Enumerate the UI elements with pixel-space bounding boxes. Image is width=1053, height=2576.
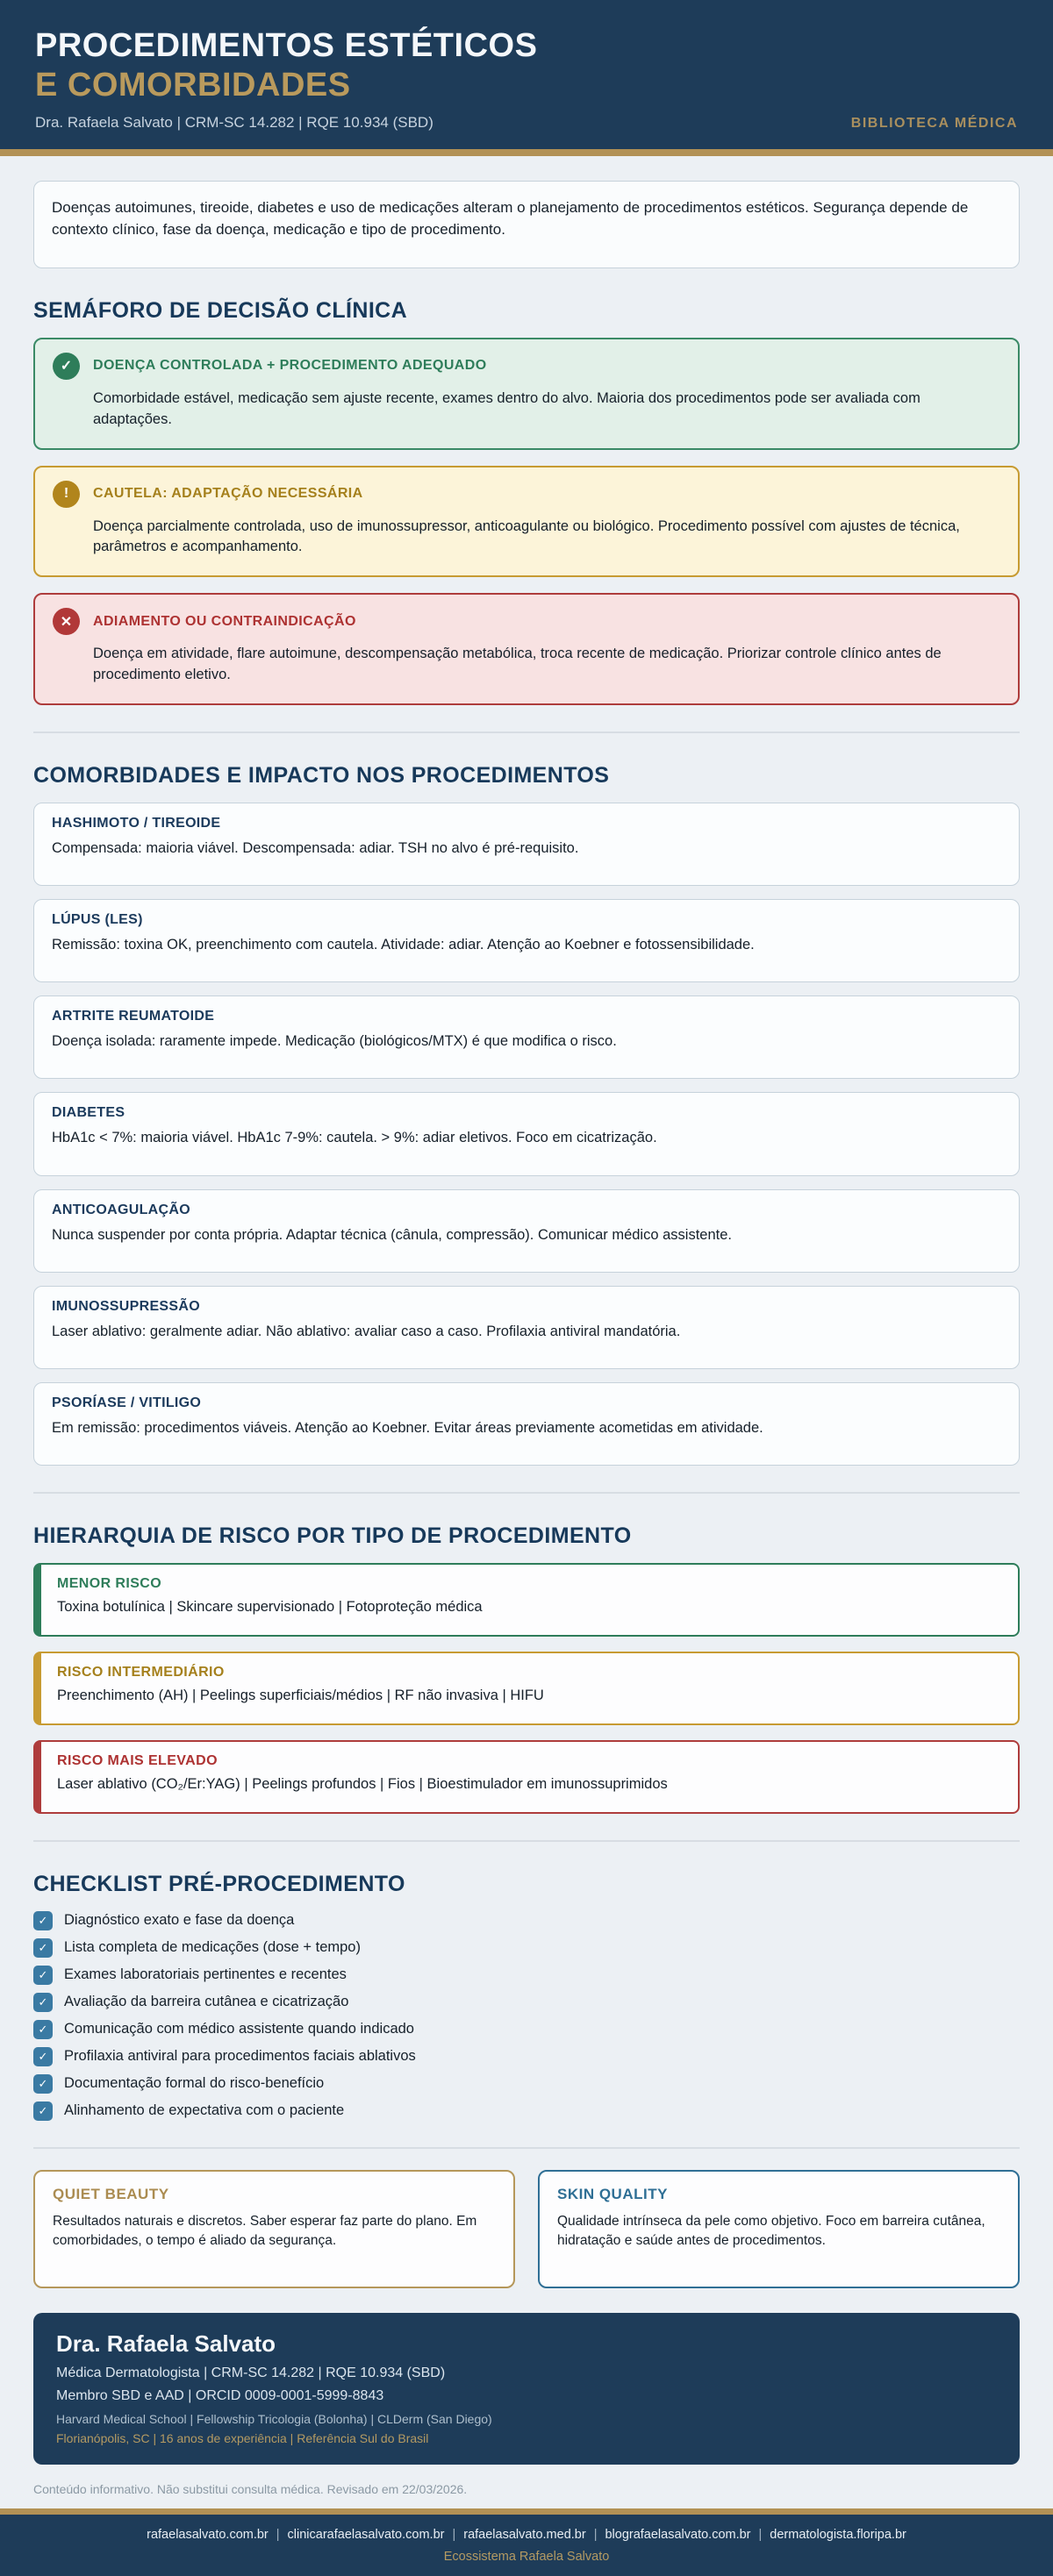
checked-checkbox-icon[interactable]: ✓ [33, 2074, 53, 2094]
semaforo-amber-title: CAUTELA: ADAPTAÇÃO NECESSÁRIA [93, 486, 363, 501]
page-title-line2: E COMORBIDADES [35, 66, 351, 103]
highlight-row [33, 2170, 1020, 2288]
semaforo-red-body: Doença em atividade, flare autoimune, descompensação metabólica, troca recente de medicação. Priorizar controle clínico antes de procedimento eletivo. [93, 646, 942, 683]
semaforo-amber-head [53, 481, 1000, 508]
quiet-beauty-box [33, 2170, 515, 2288]
semaforo-green-box [33, 338, 1020, 450]
comorbidity-card-body: Em remissão: procedimentos viáveis. Atenção ao Koebner. Evitar áreas previamente acometidas em atividade. [52, 1419, 763, 1436]
checklist-item [33, 2020, 1020, 2039]
checklist-item-label: Diagnóstico exato e fase da doença [64, 1912, 295, 1929]
risk-tier-title: MENOR RISCO [57, 1575, 162, 1591]
checked-checkbox-icon[interactable]: ✓ [33, 1911, 53, 1930]
disclaimer-text: Conteúdo informativo. Não substitui consulta médica. Revisado em 22/03/2026. [33, 2481, 468, 2496]
doctor-memberships-line: Membro SBD e AAD | ORCID 0009-0001-5999-8843 [56, 2387, 384, 2403]
checked-checkbox-icon[interactable]: ✓ [33, 1966, 53, 1985]
checklist-item [33, 1966, 1020, 1985]
footer-link-separator: | [276, 2527, 280, 2542]
cross-circle-icon: ✕ [53, 608, 80, 635]
comorbidity-card-lupus [33, 899, 1020, 982]
section-divider [33, 1492, 1020, 1494]
main-content [0, 181, 1053, 2496]
semaforo-red-title: ADIAMENTO OU CONTRAINDICAÇÃO [93, 613, 356, 629]
comorbidity-card-imunossupressao [33, 1286, 1020, 1369]
risk-tier-title: RISCO MAIS ELEVADO [57, 1752, 218, 1768]
skin-quality-body: Qualidade intrínseca da pele como objetivo. Foco em barreira cutânea, hidratação e saúde antes de procedimentos. [557, 2213, 985, 2249]
section-title-hierarquia: HIERARQUIA DE RISCO POR TIPO DE PROCEDIMENTO [33, 1523, 632, 1548]
footer-link[interactable]: blografaelasalvato.com.br [605, 2527, 751, 2542]
risk-tier-body: Preenchimento (AH) | Peelings superficiais/médios | RF não invasiva | HIFU [57, 1687, 544, 1703]
comorbidity-card-title: IMUNOSSUPRESSÃO [52, 1298, 200, 1314]
checklist-item [33, 2074, 1020, 2094]
doctor-credentials-line: Médica Dermatologista | CRM-SC 14.282 | RQE 10.934 (SBD) [56, 2365, 446, 2380]
risk-tier-body: Toxina botulínica | Skincare supervisionado | Fotoproteção médica [57, 1598, 483, 1615]
footer-link[interactable]: clinicarafaelasalvato.com.br [287, 2527, 445, 2542]
comorbidity-card-title: DIABETES [52, 1105, 125, 1121]
page-title [35, 26, 1018, 105]
footer-links-row [18, 2528, 1035, 2542]
semaforo-green-body: Comorbidade estável, medicação sem ajuste recente, exames dentro do alvo. Maioria dos procedimentos pode ser avaliada com adaptações. [93, 389, 920, 427]
intro-summary-box [33, 181, 1020, 268]
quiet-beauty-body: Resultados naturais e discretos. Saber esperar faz parte do plano. Em comorbidades, o tempo é aliado da segurança. [53, 2213, 477, 2249]
checklist-item-label: Comunicação com médico assistente quando indicado [64, 2021, 414, 2037]
footer-link[interactable]: rafaelasalvato.com.br [147, 2527, 269, 2542]
checklist-item [33, 2047, 1020, 2066]
checklist-item [33, 1938, 1020, 1958]
checklist-item-label: Exames laboratoriais pertinentes e recentes [64, 1966, 347, 1983]
library-badge: BIBLIOTECA MÉDICA [850, 115, 1018, 131]
checklist-item-label: Profilaxia antiviral para procedimentos faciais ablativos [64, 2048, 416, 2065]
footer-link[interactable]: dermatologista.floripa.br [770, 2527, 906, 2542]
footer-link[interactable]: rafaelasalvato.med.br [463, 2527, 586, 2542]
section-divider [33, 1840, 1020, 1842]
checklist-item [33, 1911, 1020, 1930]
risk-tier-high [33, 1740, 1020, 1814]
intro-text: Doenças autoimunes, tireoide, diabetes e uso de medicações alteram o planejamento de procedimentos estéticos. Segurança depende de contexto clínico, fase da doença, medicação e tipo de procedimento. [52, 198, 969, 239]
section-title-comorbidades: COMORBIDADES E IMPACTO NOS PROCEDIMENTOS [33, 763, 610, 788]
comorbidity-card-title: PSORÍASE / VITILIGO [52, 1395, 202, 1410]
semaforo-red-head [53, 608, 1000, 635]
risk-tier-title: RISCO INTERMEDIÁRIO [57, 1664, 225, 1680]
semaforo-amber-body: Doença parcialmente controlada, uso de imunossupressor, anticoagulante ou biológico. Procedimento possível com ajustes de técnica, parâmetros e acompanhamento. [93, 517, 960, 555]
section-title-semaforo: SEMÁFORO DE DECISÃO CLÍNICA [33, 297, 408, 323]
comorbidity-card-artrite [33, 995, 1020, 1079]
comorbidity-card-body: Compensada: maioria viável. Descompensada: adiar. TSH no alvo é pré-requisito. [52, 840, 579, 857]
checklist-item [33, 1993, 1020, 2012]
pre-procedure-checklist [33, 1911, 1020, 2121]
comorbidity-card-body: HbA1c < 7%: maioria viável. HbA1c 7-9%: cautela. > 9%: adiar eletivos. Foco em cicatrização. [52, 1130, 657, 1146]
doctor-education-line: Harvard Medical School | Fellowship Tricologia (Bolonha) | CLDerm (San Diego) [56, 2411, 492, 2426]
comorbidity-card-anticoagulacao [33, 1189, 1020, 1273]
comorbidity-card-title: ARTRITE REUMATOIDE [52, 1009, 215, 1024]
page-header [0, 0, 1053, 156]
comorbidity-card-hashimoto [33, 803, 1020, 886]
comorbidity-card-psoriase [33, 1382, 1020, 1466]
page-title-line1: PROCEDIMENTOS ESTÉTICOS [35, 27, 538, 64]
risk-tier-intermediate [33, 1652, 1020, 1725]
checklist-item [33, 2101, 1020, 2121]
checklist-item-label: Lista completa de medicações (dose + tempo) [64, 1939, 361, 1956]
comorbidity-card-body: Nunca suspender por conta própria. Adaptar técnica (cânula, compressão). Comunicar médico assistente. [52, 1226, 732, 1243]
checked-checkbox-icon[interactable]: ✓ [33, 2101, 53, 2121]
checklist-item-label: Avaliação da barreira cutânea e cicatrização [64, 1994, 349, 2010]
quiet-beauty-title: QUIET BEAUTY [53, 2185, 169, 2202]
section-divider [33, 2147, 1020, 2149]
exclamation-circle-icon: ! [53, 481, 80, 508]
doctor-credentials-subtitle: Dra. Rafaela Salvato | CRM-SC 14.282 | RQE 10.934 (SBD) [35, 113, 433, 131]
comorbidity-card-body: Laser ablativo: geralmente adiar. Não ablativo: avaliar caso a caso. Profilaxia antiviral mandatória. [52, 1323, 681, 1339]
comorbidity-card-body: Doença isolada: raramente impede. Medicação (biológicos/MTX) é que modifica o risco. [52, 1033, 617, 1050]
skin-quality-box [538, 2170, 1020, 2288]
checklist-item-label: Alinhamento de expectativa com o paciente [64, 2102, 345, 2119]
comorbidity-card-title: ANTICOAGULAÇÃO [52, 1202, 190, 1217]
checked-checkbox-icon[interactable]: ✓ [33, 1938, 53, 1958]
comorbidity-card-title: LÚPUS (LES) [52, 912, 143, 928]
comorbidity-card-title: HASHIMOTO / TIREOIDE [52, 816, 221, 831]
risk-tier-body: Laser ablativo (CO₂/Er:YAG) | Peelings profundos | Fios | Bioestimulador em imunossuprimidos [57, 1775, 668, 1792]
semaforo-red-box [33, 593, 1020, 705]
check-circle-icon: ✓ [53, 353, 80, 380]
semaforo-amber-box [33, 466, 1020, 578]
checked-checkbox-icon[interactable]: ✓ [33, 1993, 53, 2012]
doctor-info-card [33, 2313, 1020, 2465]
footer-link-separator: | [593, 2527, 598, 2542]
skin-quality-title: SKIN QUALITY [557, 2185, 668, 2202]
footer-link-separator: | [758, 2527, 763, 2542]
checked-checkbox-icon[interactable]: ✓ [33, 2047, 53, 2066]
semaforo-green-head [53, 353, 1000, 380]
section-title-checklist: CHECKLIST PRÉ-PROCEDIMENTO [33, 1871, 405, 1896]
doctor-name: Dra. Rafaela Salvato [56, 2330, 276, 2357]
comorbidity-card-body: Remissão: toxina OK, preenchimento com cautela. Atividade: adiar. Atenção ao Koebner e fotossensibilidade. [52, 937, 755, 953]
footer-link-separator: | [452, 2527, 456, 2542]
header-subtitle-row [35, 114, 1018, 132]
section-divider [33, 731, 1020, 733]
checked-checkbox-icon[interactable]: ✓ [33, 2020, 53, 2039]
risk-tier-low [33, 1563, 1020, 1637]
checklist-item-label: Documentação formal do risco-benefício [64, 2075, 325, 2092]
doctor-location-line: Florianópolis, SC | 16 anos de experiência | Referência Sul do Brasil [56, 2430, 429, 2445]
footer-band [0, 2508, 1053, 2576]
comorbidity-card-diabetes [33, 1092, 1020, 1175]
footer-ecosystem-label: Ecossistema Rafaela Salvato [443, 2549, 610, 2564]
semaforo-green-title: DOENÇA CONTROLADA + PROCEDIMENTO ADEQUADO [93, 358, 487, 374]
